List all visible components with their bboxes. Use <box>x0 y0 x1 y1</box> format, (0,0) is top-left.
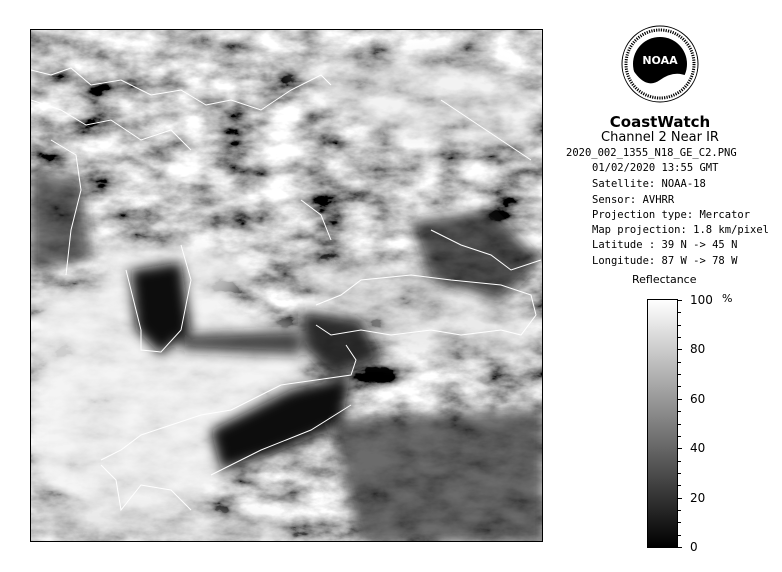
colorbar <box>647 299 678 548</box>
latitude-range: Latitude : 39 N -> 45 N <box>592 239 738 251</box>
colorbar-minor-tick <box>678 510 681 511</box>
colorbar-tick-label: 60 <box>690 391 706 406</box>
filename: 2020_002_1355_N18_GE_C2.PNG <box>566 147 737 159</box>
colorbar-minor-tick <box>678 325 681 326</box>
map-projection: Map projection: 1.8 km/pixel <box>592 224 770 236</box>
channel-label: Channel 2 Near IR <box>601 130 719 145</box>
colorbar-minor-tick <box>678 362 681 363</box>
colorbar-minor-tick <box>678 436 681 437</box>
legend-unit: % <box>722 292 733 305</box>
colorbar-minor-tick <box>678 522 681 523</box>
colorbar-tick-label: 20 <box>690 490 706 505</box>
colorbar-major-tick <box>678 349 682 350</box>
longitude-range: Longitude: 87 W -> 78 W <box>592 255 738 267</box>
colorbar-major-tick <box>678 448 682 449</box>
colorbar-minor-tick <box>678 424 681 425</box>
colorbar-tick-label: 0 <box>690 540 698 554</box>
colorbar-minor-tick <box>678 374 681 375</box>
noaa-logo-text: NOAA <box>642 54 678 67</box>
projection-type: Projection type: Mercator <box>592 209 751 221</box>
colorbar-minor-tick <box>678 337 681 338</box>
satellite-label: Satellite: NOAA-18 <box>592 178 706 190</box>
colorbar-tick-label: 80 <box>690 342 706 357</box>
colorbar-minor-tick <box>678 411 681 412</box>
colorbar-major-tick <box>678 300 682 301</box>
colorbar-tick-label: 100 <box>690 293 713 307</box>
colorbar-tick-label: 40 <box>690 441 706 456</box>
datetime: 01/02/2020 13:55 GMT <box>592 162 719 174</box>
colorbar-minor-tick <box>678 312 681 313</box>
sensor-label: Sensor: AVHRR <box>592 194 675 206</box>
app-title: CoastWatch <box>609 113 711 131</box>
colorbar-major-tick <box>678 498 682 499</box>
legend-title: Reflectance <box>632 273 697 286</box>
colorbar-minor-tick <box>678 461 681 462</box>
colorbar-major-tick <box>678 399 682 400</box>
satellite-image-svg <box>31 30 543 542</box>
colorbar-minor-tick <box>678 386 681 387</box>
noaa-logo <box>620 20 700 108</box>
colorbar-minor-tick <box>678 473 681 474</box>
satellite-image <box>30 29 543 542</box>
colorbar-major-tick <box>678 547 682 548</box>
colorbar-minor-tick <box>678 535 681 536</box>
colorbar-minor-tick <box>678 485 681 486</box>
